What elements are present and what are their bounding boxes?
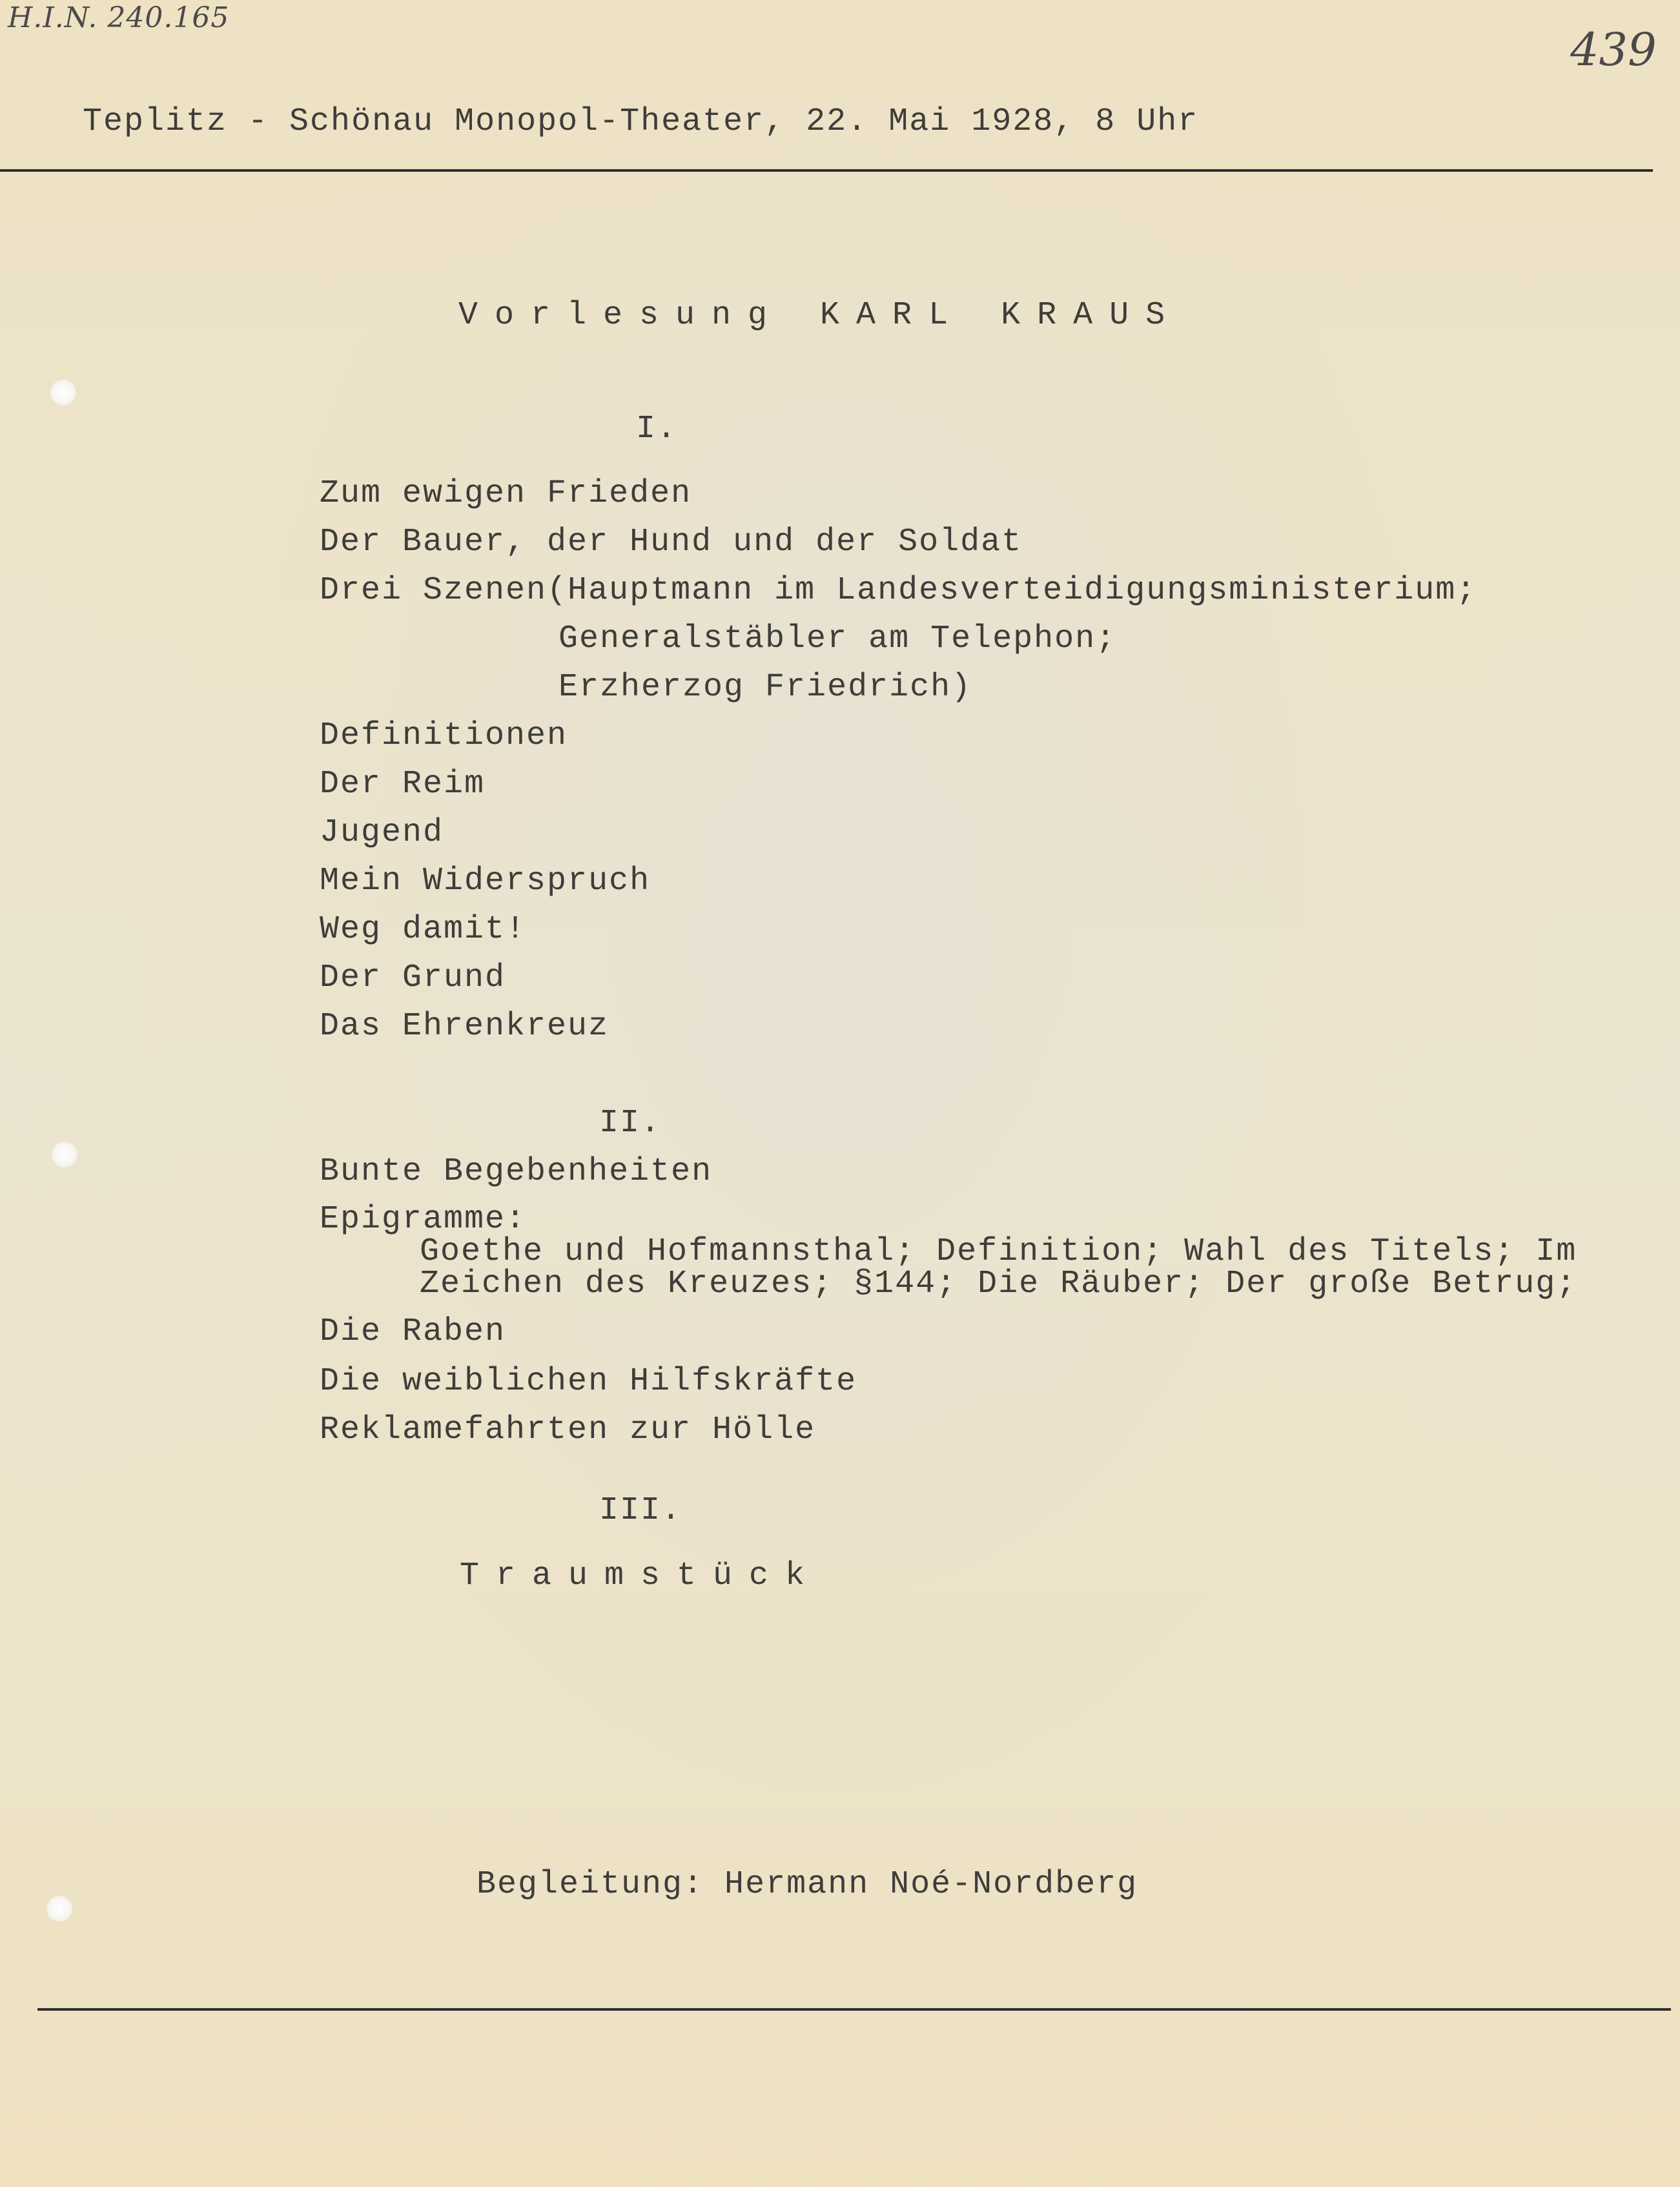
page-number: 439: [1570, 23, 1657, 76]
section-2-numeral: II.: [599, 1105, 662, 1142]
program-item: Zum ewigen Frieden: [320, 475, 692, 512]
archive-mark: H.I.N. 240.165: [8, 1, 230, 34]
program-item: Bunte Begebenheiten: [320, 1153, 713, 1190]
program-item-continuation: Generalstäbler am Telephon;: [558, 621, 1117, 657]
section-3-title: Traumstück: [460, 1557, 822, 1594]
program-item-continuation: Erzherzog Friedrich): [558, 669, 972, 706]
program-item: Das Ehrenkreuz: [320, 1008, 610, 1045]
program-item: Epigramme:: [320, 1201, 527, 1238]
program-item: Die Raben: [320, 1313, 506, 1350]
event-header: Teplitz - Schönau Monopol-Theater, 22. Mai 1928, 8 Uhr: [83, 103, 1199, 140]
program-item: Die weiblichen Hilfskräfte: [320, 1363, 857, 1400]
top-divider: [0, 169, 1653, 172]
program-item: Mein Widerspruch: [320, 863, 651, 899]
bottom-divider: [37, 2008, 1671, 2011]
punch-hole-middle: [52, 1142, 77, 1167]
program-item: Der Reim: [320, 766, 486, 803]
epigram-list-line: Zeichen des Kreuzes; §144; Die Räuber; Der große Betrug;: [420, 1266, 1577, 1302]
section-1-numeral: I.: [636, 411, 678, 447]
program-item: Reklamefahrten zur Hölle: [320, 1412, 816, 1448]
program-item: Der Grund: [320, 960, 506, 996]
section-3-numeral: III.: [599, 1492, 682, 1529]
program-item: Weg damit!: [320, 911, 527, 948]
epigram-list-line: Goethe und Hofmannsthal; Definition; Wahl des Titels; Im: [420, 1233, 1577, 1270]
accompaniment-line: Begleitung: Hermann Noé-Nordberg: [476, 1866, 1138, 1903]
program-item: Jugend: [320, 814, 444, 851]
program-item: Der Bauer, der Hund und der Soldat: [320, 524, 1023, 560]
punch-hole-top: [50, 380, 76, 406]
program-item: Definitionen: [320, 717, 568, 754]
program-item: Drei Szenen(Hauptmann im Landesverteidigungsministerium;: [320, 572, 1477, 609]
punch-hole-bottom: [46, 1896, 72, 1922]
reading-title: Vorlesung KARL KRAUS: [458, 297, 1182, 334]
